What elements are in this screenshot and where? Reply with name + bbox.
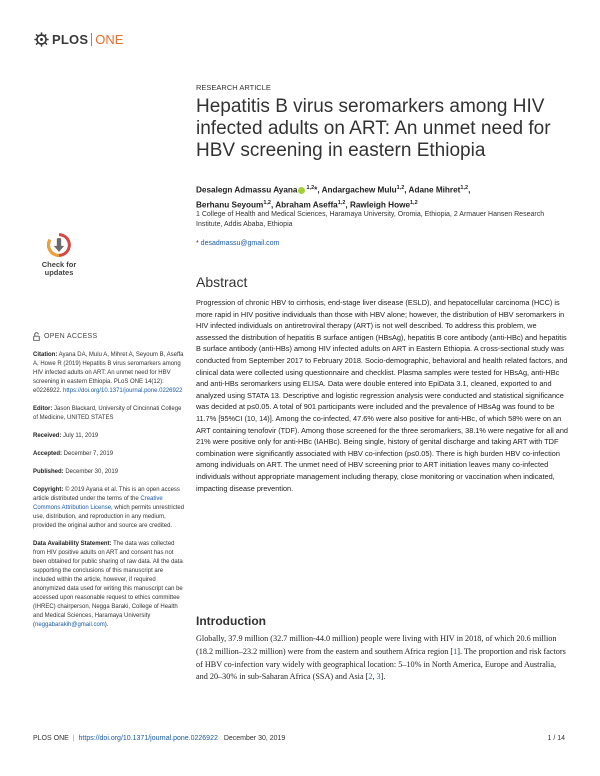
- footer-doi-link[interactable]: https://doi.org/10.1371/journal.pone.0226922: [78, 735, 218, 742]
- affiliations: 1 College of Health and Medical Sciences, Haramaya University, Oromia, Ethiopia, 2 Armauer Hansen Research Institute, Addis Ababa, Ethiopia: [196, 211, 545, 228]
- footer-date: December 30, 2019: [223, 735, 286, 742]
- reference-link[interactable]: 2: [368, 672, 373, 682]
- abstract-body: Progression of chronic HBV to cirrhosis, end-stage liver disease (ESLD), and hepatocellular carcinoma (HCC) is more rapid in HIV positive individuals than those with HBV alone; however, the distribution of HBV seromarkers in HIV infected individuals on antiretroviral therapy (ART) is not well described. To address this problem, we assessed the distribution of hepatitis B surface antigen (HBsAg), hepatitis B core antibody (anti-HBc) and hepatitis B surface antibody (anti-HBs) among HIV infected adults on ART in Eastern Ethiopia. A cross-sectional study was conducted from September 2017 to February 2018. Socio-demographic, behavioral and health related factors, and clinical data were collected using questionnaire and checklist. Plasma samples were tested for HBsAg, anti-HBc and anti-HBs seromarkers using ELISA. Data were double entered into EpiData 3.1, cleaned, exported to and analyzed using STATA 13. Descriptive and logistic regression analysis were conducted and statistical significance was decided at p≤0.05. A total of 901 participants were included and the prevalence of HBsAg was found to be 11.7% [95%CI (10, 14)]. Among the co-infected, 47.6% were also positive for anti-HBc, of which 58% were on an ART containing tenofovir (TDF). Among those screened for the three seromarkers, 38.1% were negative for all and 21% were positive only for anti-HBc (IAHBc). Being single, history of genital discharge and taking ART with TDF combination were significantly associated with HBV co-infection (p≤0.05). There is high burden HBV co-infection among individuals on ART. The unmet need of HBV screening prior to ART initiation leaves many co-infected individuals without appropriate management including therapy, close monitoring or vaccination when indicated, impacting disease prevention.: [196, 298, 568, 493]
- contact-email-link[interactable]: neggabarakih@gmail.com: [35, 622, 105, 628]
- article-title: Hepatitis B virus seromarkers among HIV infected adults on ART: An unmet need for HBV screening in eastern Ethiopia: [196, 96, 551, 161]
- logo-plos-text: PLOS: [52, 32, 89, 47]
- author-name[interactable]: , Adane Mihret: [404, 185, 461, 195]
- open-lock-icon: [33, 332, 40, 341]
- author-name[interactable]: Desalegn Admassu Ayana: [196, 185, 298, 195]
- author-name[interactable]: , Rawleigh Howe: [345, 200, 410, 210]
- page-footer: PLOS ONE | https://doi.org/10.1371/journal.pone.0226922 December 30, 2019: [33, 735, 286, 742]
- article-type: RESEARCH ARTICLE: [196, 83, 271, 92]
- accepted-block: Accepted: December 7, 2019: [33, 451, 114, 457]
- introduction-heading: Introduction: [196, 614, 266, 628]
- page-number: 1 / 14: [547, 735, 565, 742]
- plos-one-logo[interactable]: [34, 32, 123, 47]
- copyright-block: Copyright: © 2019 Ayana et al. This is an open access article distributed under the terms of the Creative Commons Attribution License, which permits unrestricted use, distribution, and reproduction in any medium, provided the original author and source are credited.: [33, 487, 185, 529]
- abstract-heading: Abstract: [196, 274, 248, 290]
- data-availability-block: Data Availability Statement: The data was collected from HIV positive adults on ART and consent has not been obtained for public sharing of raw data. All the data supporting the conclusions of this manuscript are included within the article, however, if required anonymized data used for writing this manuscript can be accessed upon reasonable request to ethics committee (IHREC) chairperson, Negga Baraki, College of Health and Medical Sciences, Haramaya University (neggabarakih@gmail.com).: [33, 541, 183, 628]
- reference-link[interactable]: 3: [376, 672, 381, 682]
- open-access-label: OPEN ACCESS: [33, 332, 185, 341]
- plos-gear-icon: [34, 32, 49, 47]
- citation-block: Citation: Ayana DA, Mulu A, Mihret A, Seyoum B, Aseffa A, Howe R (2019) Hepatitis B virus seromarkers among HIV infected adults on ART: An unmet need for HBV screening in eastern Ethiopia. PLoS ONE 14(12): e0226922. https://doi.org/10.1371/journal.pone.0226922: [33, 352, 184, 394]
- author-name[interactable]: , Andargachew Mulu: [317, 185, 397, 195]
- author-list: Desalegn Admassu Ayana $^{1,2}$*, Andargachew Mulu$^{1,2}$, Adane Mihret$^{1,2}$, Berhanu Seyoum$^{1,2}$, Abraham Aseffa$^{1,2}$, Rawleigh Howe$^{1,2}$: [196, 185, 471, 210]
- check-for-updates-badge[interactable]: [30, 232, 88, 290]
- footer-journal: PLOS ONE: [33, 735, 69, 742]
- license-link[interactable]: Creative Commons Attribution License: [33, 496, 163, 511]
- received-block: Received: July 11, 2019: [33, 433, 99, 439]
- introduction-body: Globally, 37.9 million (32.7 million-44.0 million) people were living with HIV in 2018, of which 20.6 million (18.2 million–23.2 million) were from the eastern and southern Africa region [1]. The proportion and risk factors of HBV co-infection vary widely with geographical location: 5–10% in North America, Europe and Australia, and 20–30% in sub-Saharan Africa (SSA) and Asia [2, 3].: [196, 634, 566, 682]
- logo-one-text: ONE: [95, 32, 124, 47]
- corresponding-email[interactable]: * desadmassu@gmail.com: [196, 240, 280, 247]
- check-for-updates-label: Check for updates: [41, 260, 77, 277]
- email-link[interactable]: desadmassu@gmail.com: [198, 240, 280, 247]
- author-name[interactable]: , Abraham Aseffa: [271, 200, 338, 210]
- check-for-updates-icon: [46, 232, 72, 258]
- editor-block: Editor: Jason Blackard, University of Cincinnati College of Medicine, UNITED STATES: [33, 406, 182, 421]
- logo-divider: [91, 33, 92, 46]
- author-name[interactable]: Berhanu Seyoum: [196, 200, 264, 210]
- published-block: Published: December 30, 2019: [33, 469, 119, 475]
- citation-doi-link[interactable]: https://doi.org/10.1371/journal.pone.0226922: [63, 388, 183, 394]
- article-info-sidebar: [33, 332, 185, 639]
- reference-link[interactable]: 1: [453, 646, 458, 656]
- orcid-icon[interactable]: [298, 187, 305, 194]
